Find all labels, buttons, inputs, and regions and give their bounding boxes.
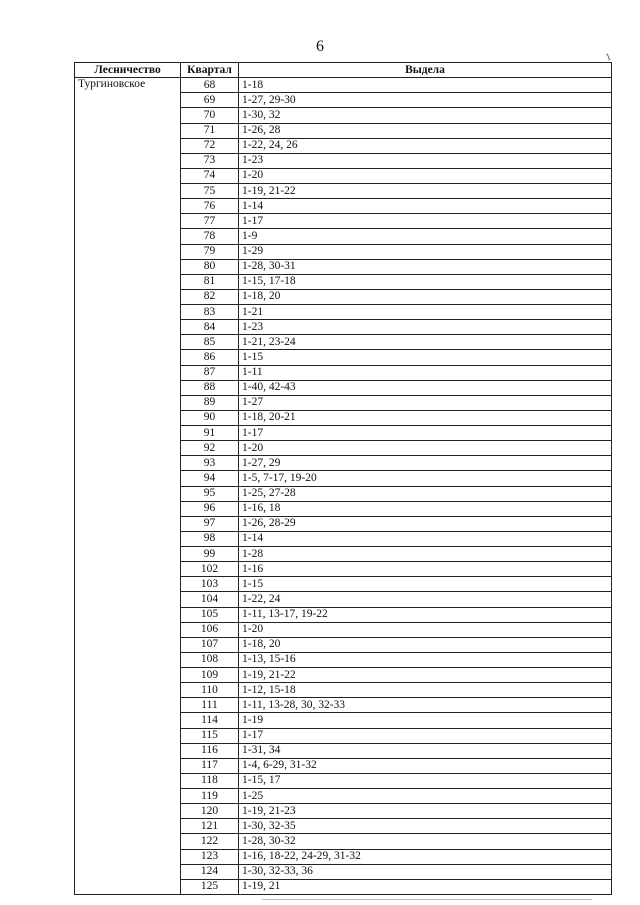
plots-cell: 1-5, 7-17, 19-20 xyxy=(239,471,612,486)
quarter-cell: 93 xyxy=(181,456,239,471)
quarter-cell: 116 xyxy=(181,743,239,758)
quarter-cell: 104 xyxy=(181,592,239,607)
quarter-cell: 99 xyxy=(181,547,239,562)
plots-cell: 1-15 xyxy=(239,350,612,365)
plots-cell: 1-30, 32-33, 36 xyxy=(239,864,612,879)
quarter-cell: 103 xyxy=(181,577,239,592)
plots-cell: 1-11, 13-17, 19-22 xyxy=(239,607,612,622)
plots-cell: 1-15 xyxy=(239,577,612,592)
plots-cell: 1-28 xyxy=(239,547,612,562)
quarter-cell: 98 xyxy=(181,531,239,546)
quarter-cell: 81 xyxy=(181,274,239,289)
quarter-cell: 73 xyxy=(181,153,239,168)
plots-cell: 1-16, 18 xyxy=(239,501,612,516)
quarter-cell: 88 xyxy=(181,380,239,395)
corner-mark: 1 xyxy=(604,51,613,64)
quarter-cell: 84 xyxy=(181,320,239,335)
quarter-cell: 90 xyxy=(181,410,239,425)
plots-cell: 1-17 xyxy=(239,728,612,743)
quarter-cell: 76 xyxy=(181,199,239,214)
plots-cell: 1-16 xyxy=(239,562,612,577)
plots-cell: 1-23 xyxy=(239,153,612,168)
plots-cell: 1-26, 28-29 xyxy=(239,516,612,531)
quarter-cell: 106 xyxy=(181,622,239,637)
plots-cell: 1-23 xyxy=(239,320,612,335)
table-header xyxy=(75,63,612,78)
plots-cell: 1-19, 21-23 xyxy=(239,804,612,819)
quarter-cell: 118 xyxy=(181,773,239,788)
plots-cell: 1-25 xyxy=(239,789,612,804)
quarter-cell: 78 xyxy=(181,229,239,244)
plots-cell: 1-29 xyxy=(239,244,612,259)
plots-cell: 1-9 xyxy=(239,229,612,244)
plots-cell: 1-15, 17 xyxy=(239,773,612,788)
plots-cell: 1-19, 21 xyxy=(239,879,612,894)
quarter-cell: 108 xyxy=(181,652,239,667)
quarter-cell: 71 xyxy=(181,123,239,138)
plots-cell: 1-20 xyxy=(239,441,612,456)
plots-cell: 1-18, 20-21 xyxy=(239,410,612,425)
quarter-cell: 68 xyxy=(181,78,239,93)
plots-cell: 1-16, 18-22, 24-29, 31-32 xyxy=(239,849,612,864)
quarter-cell: 102 xyxy=(181,562,239,577)
forest-plots-table xyxy=(74,62,612,895)
quarter-cell: 117 xyxy=(181,758,239,773)
quarter-cell: 96 xyxy=(181,501,239,516)
plots-cell: 1-17 xyxy=(239,214,612,229)
plots-cell: 1-31, 34 xyxy=(239,743,612,758)
quarter-cell: 91 xyxy=(181,426,239,441)
quarter-cell: 72 xyxy=(181,138,239,153)
quarter-cell: 87 xyxy=(181,365,239,380)
plots-cell: 1-18 xyxy=(239,78,612,93)
plots-cell: 1-15, 17-18 xyxy=(239,274,612,289)
quarter-cell: 79 xyxy=(181,244,239,259)
quarter-cell: 122 xyxy=(181,834,239,849)
scan-edge-line xyxy=(262,899,592,900)
quarter-cell: 89 xyxy=(181,395,239,410)
header-plots: Выдела xyxy=(239,63,612,78)
plots-cell: 1-13, 15-16 xyxy=(239,652,612,667)
forestry-name-cell: Тургиновское xyxy=(75,78,181,895)
quarter-cell: 97 xyxy=(181,516,239,531)
plots-cell: 1-14 xyxy=(239,531,612,546)
plots-cell: 1-17 xyxy=(239,426,612,441)
plots-cell: 1-30, 32 xyxy=(239,108,612,123)
header-row xyxy=(75,63,612,78)
quarter-cell: 125 xyxy=(181,879,239,894)
plots-cell: 1-19, 21-22 xyxy=(239,184,612,199)
quarter-cell: 123 xyxy=(181,849,239,864)
quarter-cell: 95 xyxy=(181,486,239,501)
quarter-cell: 86 xyxy=(181,350,239,365)
plots-cell: 1-27, 29-30 xyxy=(239,93,612,108)
quarter-cell: 83 xyxy=(181,305,239,320)
quarter-cell: 119 xyxy=(181,789,239,804)
plots-cell: 1-20 xyxy=(239,168,612,183)
plots-cell: 1-21, 23-24 xyxy=(239,335,612,350)
plots-cell: 1-28, 30-32 xyxy=(239,834,612,849)
header-quarter: Квартал xyxy=(181,63,239,78)
quarter-cell: 77 xyxy=(181,214,239,229)
quarter-cell: 111 xyxy=(181,698,239,713)
plots-cell: 1-22, 24 xyxy=(239,592,612,607)
page-number: 6 xyxy=(316,38,324,55)
quarter-cell: 82 xyxy=(181,289,239,304)
quarter-cell: 70 xyxy=(181,108,239,123)
quarter-cell: 107 xyxy=(181,637,239,652)
plots-cell: 1-18, 20 xyxy=(239,289,612,304)
quarter-cell: 85 xyxy=(181,335,239,350)
quarter-cell: 74 xyxy=(181,168,239,183)
plots-cell: 1-27 xyxy=(239,395,612,410)
quarter-cell: 69 xyxy=(181,93,239,108)
plots-cell: 1-30, 32-35 xyxy=(239,819,612,834)
plots-cell: 1-19 xyxy=(239,713,612,728)
quarter-cell: 121 xyxy=(181,819,239,834)
quarter-cell: 124 xyxy=(181,864,239,879)
plots-cell: 1-19, 21-22 xyxy=(239,668,612,683)
plots-cell: 1-26, 28 xyxy=(239,123,612,138)
quarter-cell: 92 xyxy=(181,441,239,456)
plots-cell: 1-27, 29 xyxy=(239,456,612,471)
plots-cell: 1-28, 30-31 xyxy=(239,259,612,274)
quarter-cell: 110 xyxy=(181,683,239,698)
header-forestry: Лесничество xyxy=(75,63,181,78)
plots-cell: 1-20 xyxy=(239,622,612,637)
quarter-cell: 109 xyxy=(181,668,239,683)
plots-cell: 1-40, 42-43 xyxy=(239,380,612,395)
plots-cell: 1-4, 6-29, 31-32 xyxy=(239,758,612,773)
table-body xyxy=(75,78,612,895)
quarter-cell: 114 xyxy=(181,713,239,728)
plots-cell: 1-14 xyxy=(239,199,612,214)
quarter-cell: 94 xyxy=(181,471,239,486)
quarter-cell: 105 xyxy=(181,607,239,622)
plots-cell: 1-12, 15-18 xyxy=(239,683,612,698)
quarter-cell: 75 xyxy=(181,184,239,199)
plots-cell: 1-21 xyxy=(239,305,612,320)
table-row xyxy=(75,78,612,93)
quarter-cell: 80 xyxy=(181,259,239,274)
quarter-cell: 120 xyxy=(181,804,239,819)
plots-cell: 1-22, 24, 26 xyxy=(239,138,612,153)
quarter-cell: 115 xyxy=(181,728,239,743)
plots-cell: 1-11, 13-28, 30, 32-33 xyxy=(239,698,612,713)
plots-cell: 1-25, 27-28 xyxy=(239,486,612,501)
plots-cell: 1-11 xyxy=(239,365,612,380)
plots-cell: 1-18, 20 xyxy=(239,637,612,652)
